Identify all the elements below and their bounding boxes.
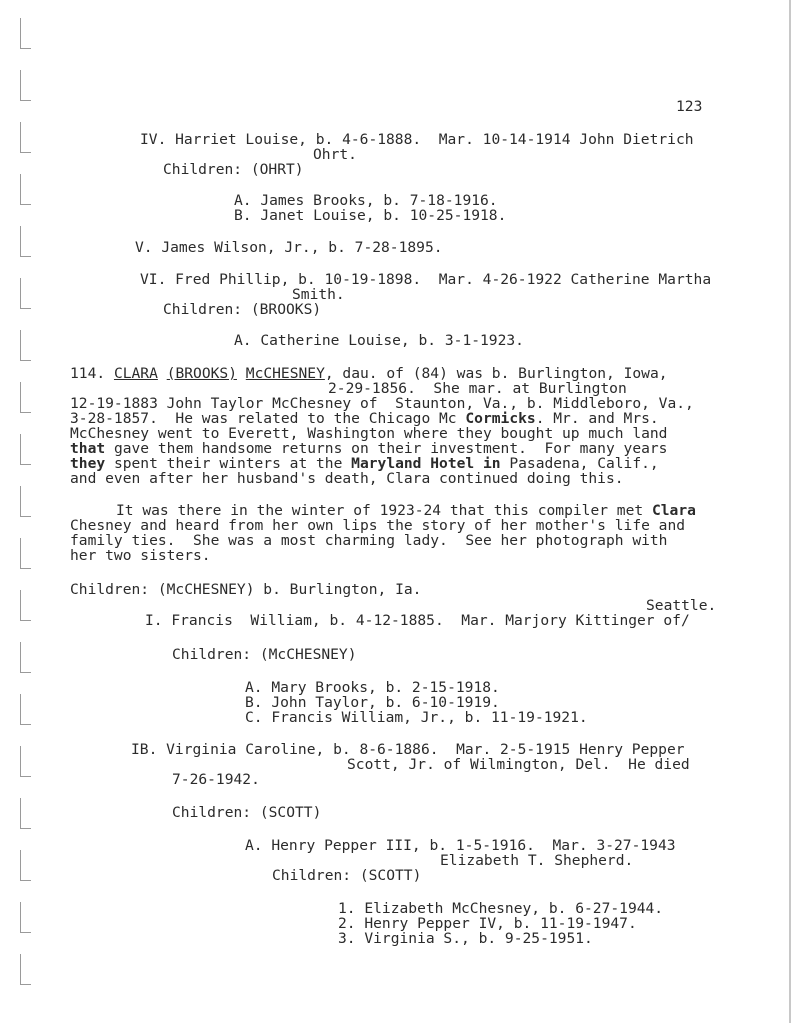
text-run-bold: Clara — [651, 502, 696, 519]
text-line: A. James Brooks, b. 7-18-1916. — [234, 192, 498, 209]
entry-name-surname: McCHESNEY — [245, 365, 325, 382]
text-line: Children: (BROOKS) — [163, 301, 322, 318]
text-run-bold: they — [70, 455, 106, 472]
text-line — [70, 366, 668, 381]
text-line: Children: (SCOTT) — [272, 867, 422, 884]
margin-tick — [20, 538, 31, 569]
text-line: Chesney and heard from her own lips the story of her mother's life and — [70, 517, 686, 534]
text-line: Ohrt. — [313, 146, 357, 163]
text-run-bold: Maryland Hotel in — [351, 455, 501, 472]
text-run: . Mr. and Mrs. — [535, 410, 659, 427]
text-line: and even after her husband's death, Clara continued doing this. — [70, 470, 624, 487]
entry-number: 114. — [70, 365, 106, 382]
text-line: C. Francis William, Jr., b. 11-19-1921. — [245, 709, 588, 726]
margin-tick — [20, 122, 31, 153]
text-line — [70, 411, 659, 426]
margin-tick — [20, 798, 31, 829]
text-run: spent their winters at the — [105, 455, 352, 472]
margin-tick — [20, 642, 31, 673]
text-line: Children: (SCOTT) — [172, 804, 322, 821]
text-line: 2. Henry Pepper IV, b. 11-19-1947. — [338, 915, 637, 932]
margin-tick — [20, 850, 31, 881]
margin-tick — [20, 382, 31, 413]
text-line: Smith. — [292, 286, 345, 303]
margin-tick — [20, 278, 31, 309]
margin-tick — [20, 70, 31, 101]
margin-tick — [20, 746, 31, 777]
text-line: family ties. She was a most charming lady. See her photograph with — [70, 532, 668, 549]
text-line: B. John Taylor, b. 6-10-1919. — [245, 694, 500, 711]
text-line: Children: (McCHESNEY) — [172, 646, 357, 663]
text-line: A. Mary Brooks, b. 2-15-1918. — [245, 679, 500, 696]
text-line: IV. Harriet Louise, b. 4-6-1888. Mar. 10-14-1914 John Dietrich — [140, 131, 694, 148]
text-run-bold: Cormicks — [465, 410, 536, 427]
text-line: VI. Fred Phillip, b. 10-19-1898. Mar. 4-26-1922 Catherine Martha — [140, 271, 712, 288]
margin-tick — [20, 18, 31, 49]
text-run: Pasadena, Calif., — [500, 455, 659, 472]
margin-tick — [20, 226, 31, 257]
margin-tick — [20, 694, 31, 725]
margin-tick — [20, 486, 31, 517]
text-line: 2-29-1856. She mar. at Burlington — [328, 380, 627, 397]
margin-tick — [20, 174, 31, 205]
text-run: 3-28-1857. He was related to the Chicago Mc — [70, 410, 457, 427]
text-line — [70, 441, 667, 456]
text-line: Scott, Jr. of Wilmington, Del. He died — [347, 756, 690, 773]
text-line: I. Francis William, b. 4-12-1885. Mar. Marjory Kittinger of/ — [145, 612, 690, 629]
text-line: McChesney went to Everett, Washington where they bought up much land — [70, 425, 668, 442]
entry-name-maiden: (BROOKS) — [166, 365, 237, 382]
text-run: gave them handsome returns on their investment. For many years — [105, 440, 668, 457]
text-line — [70, 456, 659, 471]
text-run: , dau. of (84) was b. Burlington, Iowa, — [324, 365, 668, 382]
page-number: 123 — [676, 98, 703, 115]
text-line: 3. Virginia S., b. 9-25-1951. — [338, 930, 593, 947]
text-line: Children: (McCHESNEY) b. Burlington, Ia. — [70, 581, 422, 598]
text-line: 12-19-1883 John Taylor McChesney of Staunton, Va., b. Middleboro, Va., — [70, 395, 694, 412]
text-line: A. Catherine Louise, b. 3-1-1923. — [234, 332, 524, 349]
margin-tick — [20, 954, 31, 985]
text-line: Seattle. — [646, 597, 717, 614]
text-run: It was there in the winter of 1923-24 that this compiler met — [116, 502, 652, 519]
text-line: her two sisters. — [70, 547, 211, 564]
entry-name-first: CLARA — [113, 365, 158, 382]
text-line: A. Henry Pepper III, b. 1-5-1916. Mar. 3-27-1943 — [245, 837, 676, 854]
text-line — [116, 503, 696, 518]
text-line: 7-26-1942. — [172, 771, 260, 788]
margin-tick — [20, 330, 31, 361]
text-run-bold: that — [70, 440, 106, 457]
text-line: Children: (OHRT) — [163, 161, 304, 178]
text-line: 1. Elizabeth McChesney, b. 6-27-1944. — [338, 900, 664, 917]
text-line: B. Janet Louise, b. 10-25-1918. — [234, 207, 507, 224]
margin-tick — [20, 902, 31, 933]
margin-tick — [20, 590, 31, 621]
text-line: Elizabeth T. Shepherd. — [440, 852, 634, 869]
margin-tick — [20, 434, 31, 465]
text-line: IB. Virginia Caroline, b. 8-6-1886. Mar. 2-5-1915 Henry Pepper — [131, 741, 685, 758]
text-line: V. James Wilson, Jr., b. 7-28-1895. — [135, 239, 443, 256]
